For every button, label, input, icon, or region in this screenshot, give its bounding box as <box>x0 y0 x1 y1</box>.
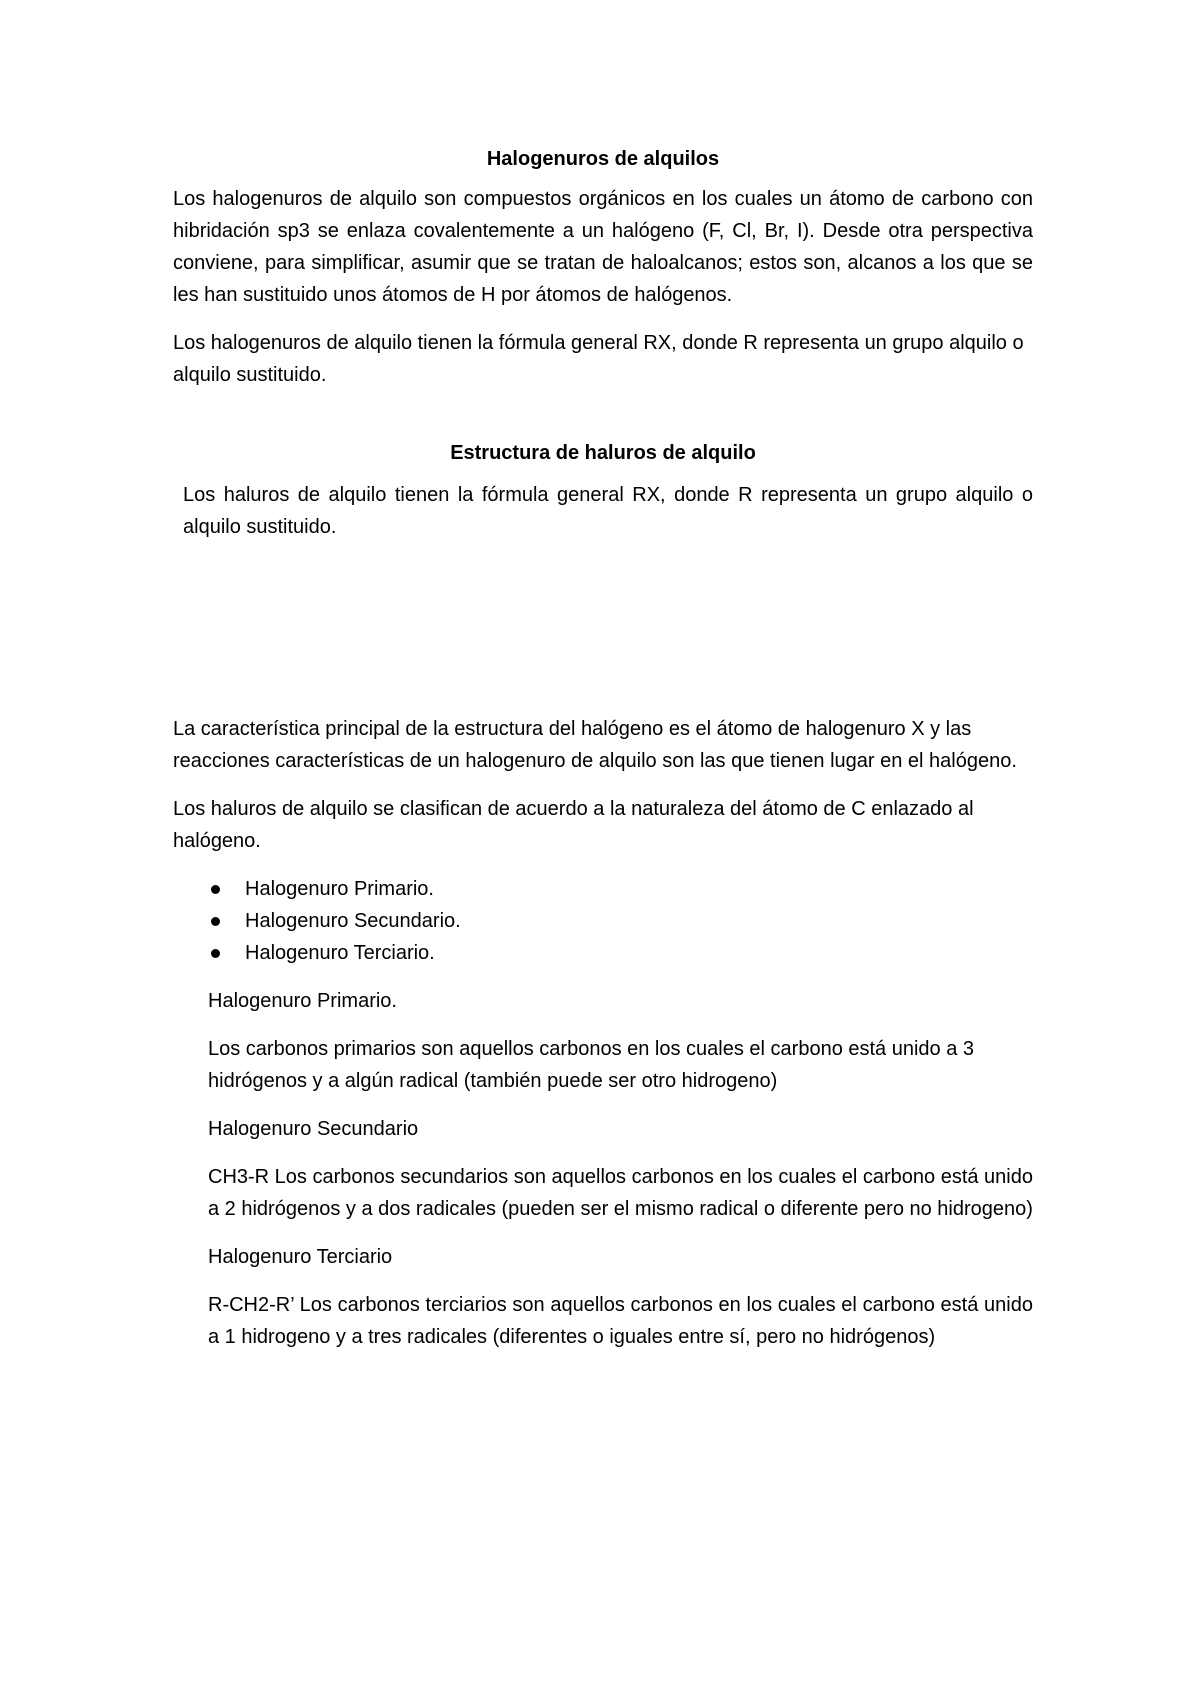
classification-paragraph: Los haluros de alquilo se clasifican de acuerdo a la naturaleza del átomo de C enlazado al halógeno. <box>173 798 974 852</box>
list-item <box>173 873 1033 905</box>
formula-paragraph: Los halogenuros de alquilo tienen la fórmula general RX, donde R representa un grupo alquilo o alquilo sustituido. <box>173 332 1024 386</box>
figure-placeholder <box>173 559 1033 713</box>
tertiary-text: R-CH2-R’ Los carbonos terciarios son aquellos carbonos en los cuales el carbono está unido a 1 hidrogeno y a tres radicales (diferentes o iguales entre sí, pero no hidrógenos) <box>208 1294 1033 1348</box>
secondary-heading: Halogenuro Secundario <box>208 1118 419 1140</box>
section-heading-structure: Estructura de haluros de alquilo <box>450 442 756 464</box>
list-item-label: Halogenuro Primario. <box>245 878 434 900</box>
classification-list <box>173 873 1033 969</box>
subsections <box>208 985 1033 1353</box>
structure-paragraph: Los haluros de alquilo tienen la fórmula general RX, donde R representa un grupo alquilo o alquilo sustituido. <box>183 484 1033 538</box>
document-title: Halogenuros de alquilos <box>486 148 720 170</box>
primary-heading: Halogenuro Primario. <box>208 990 397 1012</box>
bullet-icon <box>211 917 220 926</box>
list-item-label: Halogenuro Secundario. <box>245 910 461 932</box>
list-item <box>173 905 1033 937</box>
document-content <box>173 143 1033 1369</box>
secondary-text: CH3-R Los carbonos secundarios son aquellos carbonos en los cuales el carbono está unido a 2 hidrógenos y a dos radicales (pueden ser el mismo radical o diferente pero no hidrogeno) <box>208 1166 1033 1220</box>
tertiary-heading: Halogenuro Terciario <box>208 1246 393 1268</box>
list-item <box>173 937 1033 969</box>
primary-text: Los carbonos primarios son aquellos carbonos en los cuales el carbono está unido a 3 hidrógenos y a algún radical (también puede ser otro hidrogeno) <box>208 1038 975 1092</box>
intro-paragraph: Los halogenuros de alquilo son compuestos orgánicos en los cuales un átomo de carbono con hibridación sp3 se enlaza covalentemente a un halógeno (F, Cl, Br, I). Desde otra perspectiva conviene, para simplificar, asumir que se tratan de haloalcanos; estos son, alcanos a los que se les han sustituido unos átomos de H por átomos de halógenos. <box>173 188 1033 306</box>
list-item-label: Halogenuro Terciario. <box>245 942 435 964</box>
bullet-icon <box>211 949 220 958</box>
bullet-icon <box>211 885 220 894</box>
characteristic-paragraph: La característica principal de la estructura del halógeno es el átomo de halogenuro X y las reacciones características de un halogenuro de alquilo son las que tienen lugar en el halógeno. <box>173 718 1017 772</box>
